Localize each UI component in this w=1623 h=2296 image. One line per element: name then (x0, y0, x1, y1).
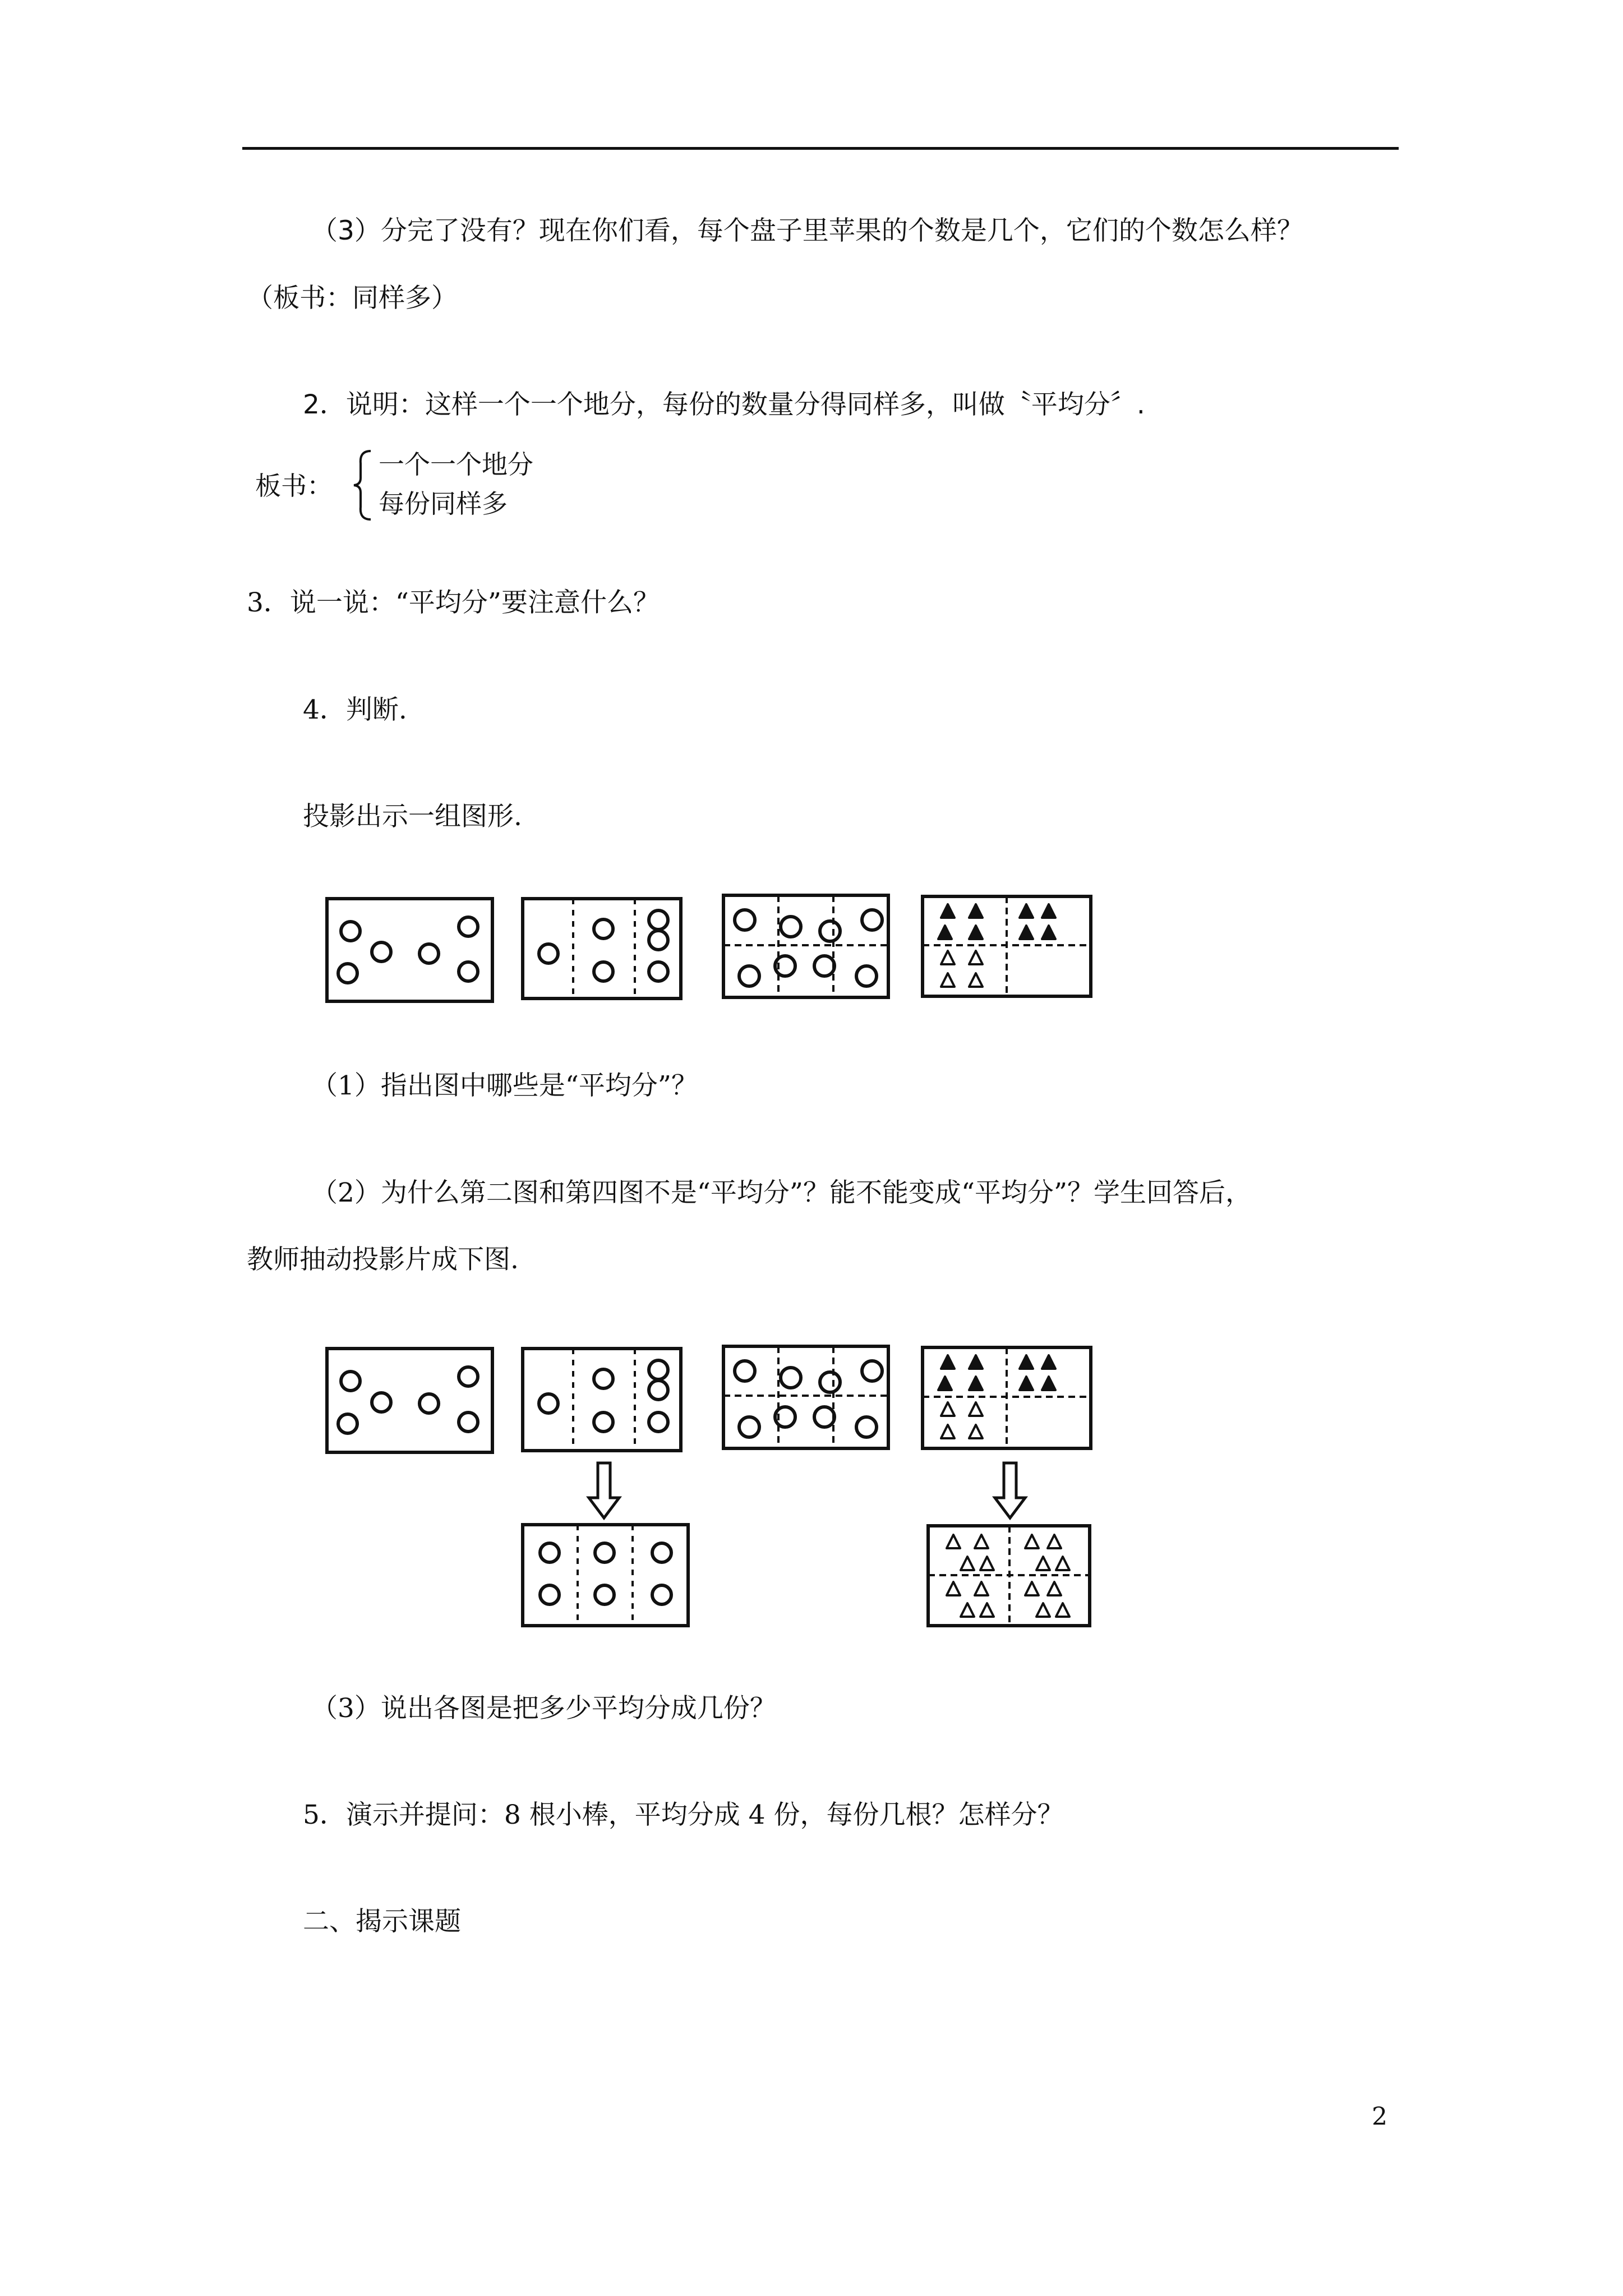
paragraph-3-talk: 3．说一说：“平均分”要注意什么？ (247, 587, 660, 618)
question-3-board-note: （板书：同样多） (247, 283, 458, 314)
question-3-text: （3）分完了没有？现在你们看，每个盘子里苹果的个数是几个，它们的个数怎么样？ (311, 215, 1303, 246)
board-line-2: 每份同样多 (379, 489, 508, 519)
page-number: 2 (1372, 2102, 1387, 2131)
arrow-down-icon-1 (589, 1463, 619, 1518)
question-3-say: （3）说出各图是把多少平均分成几份？ (311, 1693, 776, 1724)
board-label: 板书： (255, 471, 333, 501)
board-line-1: 一个一个地分 (379, 449, 533, 480)
figure-2-box-1 (327, 1349, 492, 1452)
figure-2-box-3 (723, 1346, 888, 1448)
question-2-why: （2）为什么第二图和第四图不是“平均分”？能不能变成“平均分”？学生回答后， (311, 1177, 1252, 1208)
projection-text: 投影出示一组图形. (303, 801, 522, 832)
question-1-point: （1）指出图中哪些是“平均分”？ (311, 1070, 698, 1101)
section-2-heading: 二、揭示课题 (303, 1906, 461, 1937)
figure-2-box-2 (523, 1349, 681, 1451)
paragraph-2-explain: 2．说明：这样一个一个地分，每份的数量分得同样多，叫做〝平均分〞. (303, 389, 1145, 420)
figure-2-result-box-a (523, 1525, 688, 1626)
arrow-down-icon-2 (995, 1463, 1025, 1518)
paragraph-5-demo: 5．演示并提问：8 根小棒，平均分成 4 份，每份几根？怎样分？ (303, 1800, 1064, 1830)
paragraph-4-judge: 4．判断. (303, 694, 407, 725)
question-2-continued: 教师抽动投影片成下图. (247, 1244, 519, 1275)
